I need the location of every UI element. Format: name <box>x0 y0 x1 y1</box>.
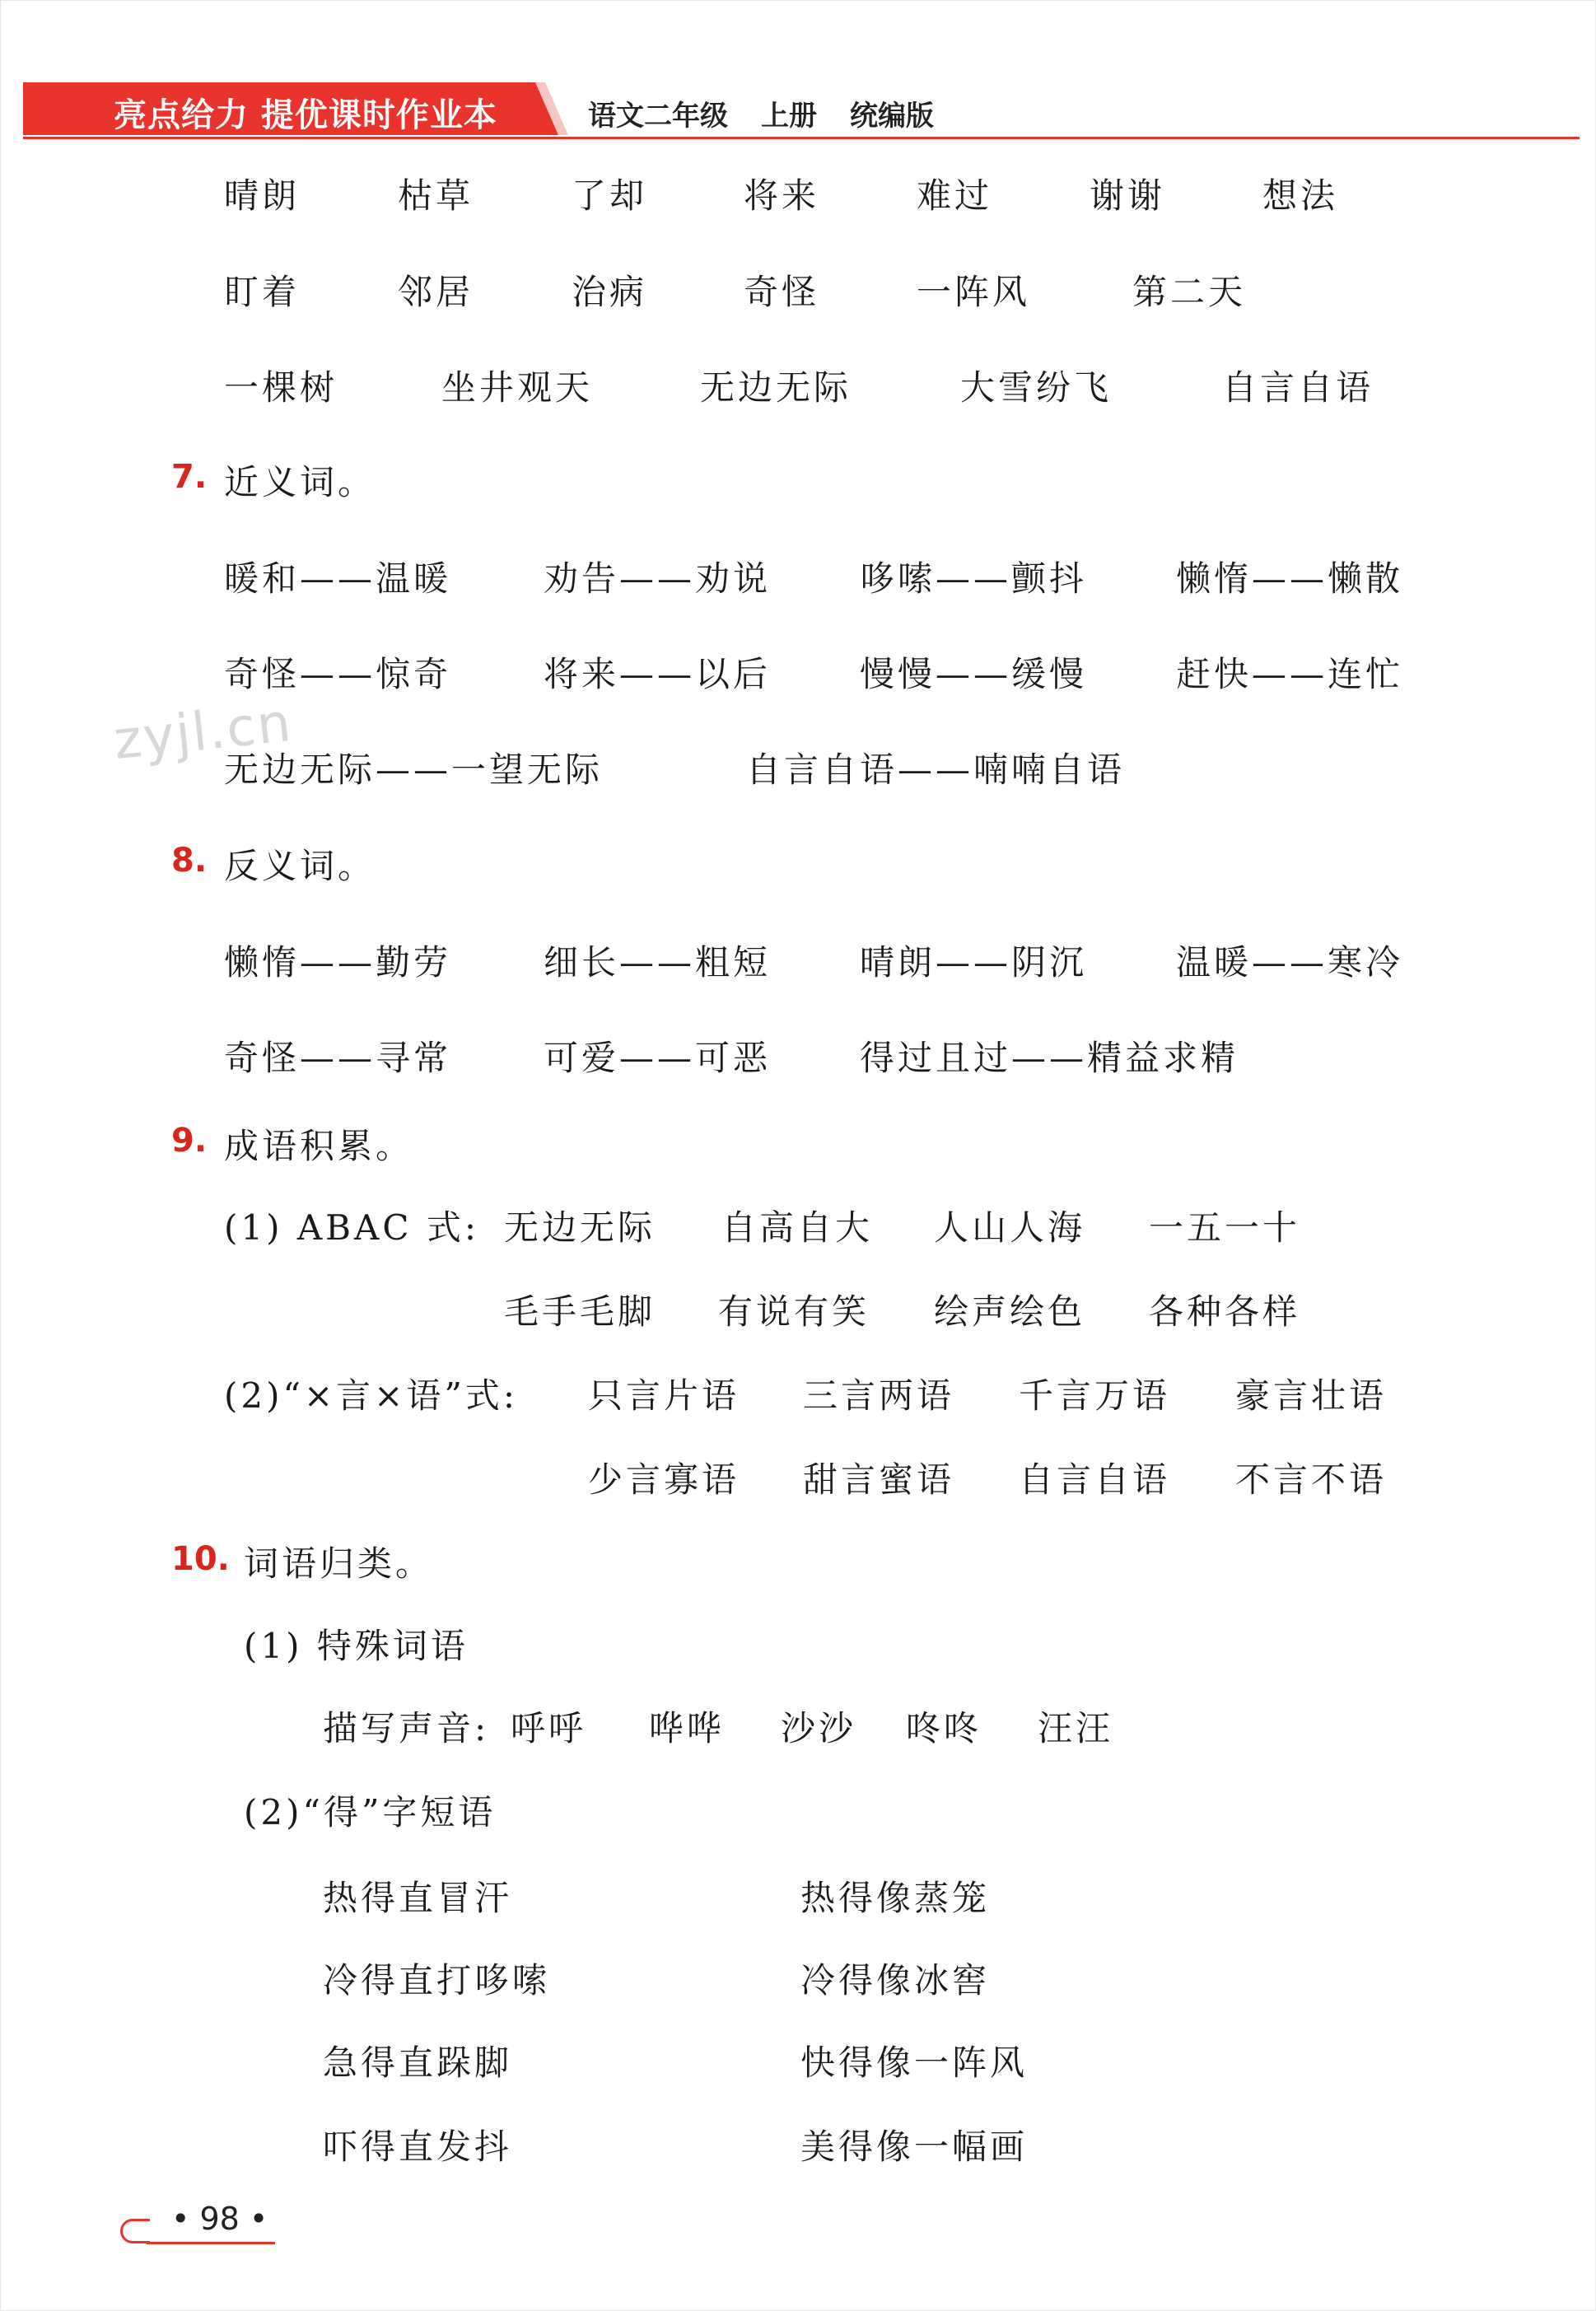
word: 一棵树 <box>224 367 338 408</box>
book-info <box>588 93 967 133</box>
synonym-pair: 将来——以后 <box>544 654 772 694</box>
synonym-pair: 赶快——连忙 <box>1176 654 1404 694</box>
q10-part-1-label: (1) 特殊词语 <box>244 1626 469 1666</box>
idiom: 各种各样 <box>1149 1291 1301 1332</box>
word: 治病 <box>572 272 648 312</box>
synonym-pair: 慢慢——缓慢 <box>860 654 1088 694</box>
synonym-pair: 哆嗦——颤抖 <box>860 558 1088 599</box>
synonym-pair: 无边无际——一望无际 <box>224 749 604 790</box>
word: 谢谢 <box>1090 175 1166 216</box>
question-7-number: 7. <box>171 458 208 496</box>
header-rule <box>23 137 1580 139</box>
idiom: 豪言壮语 <box>1235 1375 1388 1416</box>
antonym-pair: 得过且过——精益求精 <box>860 1038 1239 1078</box>
question-10-title: 词语归类。 <box>244 1543 434 1584</box>
volume-label: 上册 <box>761 100 817 133</box>
idiom: 人山人海 <box>934 1207 1086 1248</box>
synonym-pair: 自言自语——喃喃自语 <box>746 749 1126 790</box>
q9-part-2-label: (2)“×言×语”式: <box>224 1375 518 1416</box>
phrase-right: 美得像一幅画 <box>800 2127 1029 2167</box>
word: 邻居 <box>398 272 474 312</box>
word: 第二天 <box>1132 272 1247 312</box>
page-number: • 98 • <box>171 2201 268 2237</box>
idiom: 少言寡语 <box>588 1459 740 1500</box>
antonym-pair: 温暖——寒冷 <box>1176 942 1404 983</box>
word: 坐井观天 <box>441 367 594 408</box>
word: 枯草 <box>398 175 474 216</box>
question-9-number: 9. <box>171 1122 208 1160</box>
question-8-title: 反义词。 <box>224 846 376 886</box>
idiom: 不言不语 <box>1235 1459 1388 1500</box>
phrase-left: 吓得直发抖 <box>323 2127 513 2167</box>
question-8-number: 8. <box>171 842 208 880</box>
word: 一阵风 <box>917 272 1031 312</box>
idiom: 自高自大 <box>721 1207 874 1248</box>
phrase-right: 快得像一阵风 <box>800 2043 1029 2083</box>
word: 将来 <box>744 175 820 216</box>
word: 晴朗 <box>224 175 301 216</box>
phrase-right: 热得像蒸笼 <box>800 1878 991 1918</box>
word: 大雪纷飞 <box>960 367 1113 408</box>
word: 盯着 <box>224 272 301 312</box>
idiom: 千言万语 <box>1019 1375 1171 1416</box>
idiom: 甜言蜜语 <box>803 1459 955 1500</box>
sound-word: 呼呼 <box>511 1708 587 1748</box>
series-title: 亮点给力 提优课时作业本 <box>114 96 497 134</box>
edition-label: 统编版 <box>850 100 934 133</box>
synonym-pair: 奇怪——惊奇 <box>224 654 452 694</box>
sound-word: 汪汪 <box>1038 1708 1114 1748</box>
word: 了却 <box>572 175 648 216</box>
q9-part-1-label: (1) ABAC 式: <box>224 1207 480 1248</box>
antonym-pair: 细长——粗短 <box>544 942 772 983</box>
word: 自言自语 <box>1222 367 1374 408</box>
idiom: 毛手毛脚 <box>504 1291 656 1332</box>
watermark: zyjl.cn <box>110 692 296 773</box>
sound-word: 沙沙 <box>781 1708 857 1748</box>
question-10-number: 10. <box>171 1540 230 1578</box>
phrase-left: 冷得直打哆嗦 <box>323 1960 551 2001</box>
idiom: 只言片语 <box>588 1375 740 1416</box>
antonym-pair: 懒惰——勤劳 <box>224 942 452 983</box>
idiom: 自言自语 <box>1019 1459 1171 1500</box>
sound-word: 咚咚 <box>906 1708 982 1748</box>
footer-rule <box>147 2242 275 2244</box>
question-9-title: 成语积累。 <box>224 1126 414 1166</box>
idiom: 绘声绘色 <box>934 1291 1086 1332</box>
synonym-pair: 暖和——温暖 <box>224 558 452 599</box>
word: 奇怪 <box>744 272 820 312</box>
idiom: 三言两语 <box>803 1375 955 1416</box>
subject-label: 语文二年级 <box>588 100 728 133</box>
synonym-pair: 劝告——劝说 <box>544 558 772 599</box>
word: 难过 <box>917 175 993 216</box>
sound-word: 哗哗 <box>649 1708 726 1748</box>
antonym-pair: 晴朗——阴沉 <box>860 942 1088 983</box>
phrase-left: 急得直跺脚 <box>323 2043 513 2083</box>
q10-part-2-label: (2)“得”字短语 <box>244 1792 497 1832</box>
idiom: 有说有笑 <box>718 1291 870 1332</box>
footer-curl-ornament <box>120 2219 150 2243</box>
idiom: 一五一十 <box>1149 1207 1301 1248</box>
sound-label: 描写声音: <box>323 1708 490 1748</box>
phrase-left: 热得直冒汗 <box>323 1878 513 1918</box>
antonym-pair: 奇怪——寻常 <box>224 1038 452 1078</box>
word: 无边无际 <box>700 367 852 408</box>
idiom: 无边无际 <box>504 1207 656 1248</box>
antonym-pair: 可爱——可恶 <box>544 1038 772 1078</box>
synonym-pair: 懒惰——懒散 <box>1176 558 1404 599</box>
phrase-right: 冷得像冰窖 <box>800 1960 991 2001</box>
question-7-title: 近义词。 <box>224 462 376 502</box>
word: 想法 <box>1262 175 1339 216</box>
